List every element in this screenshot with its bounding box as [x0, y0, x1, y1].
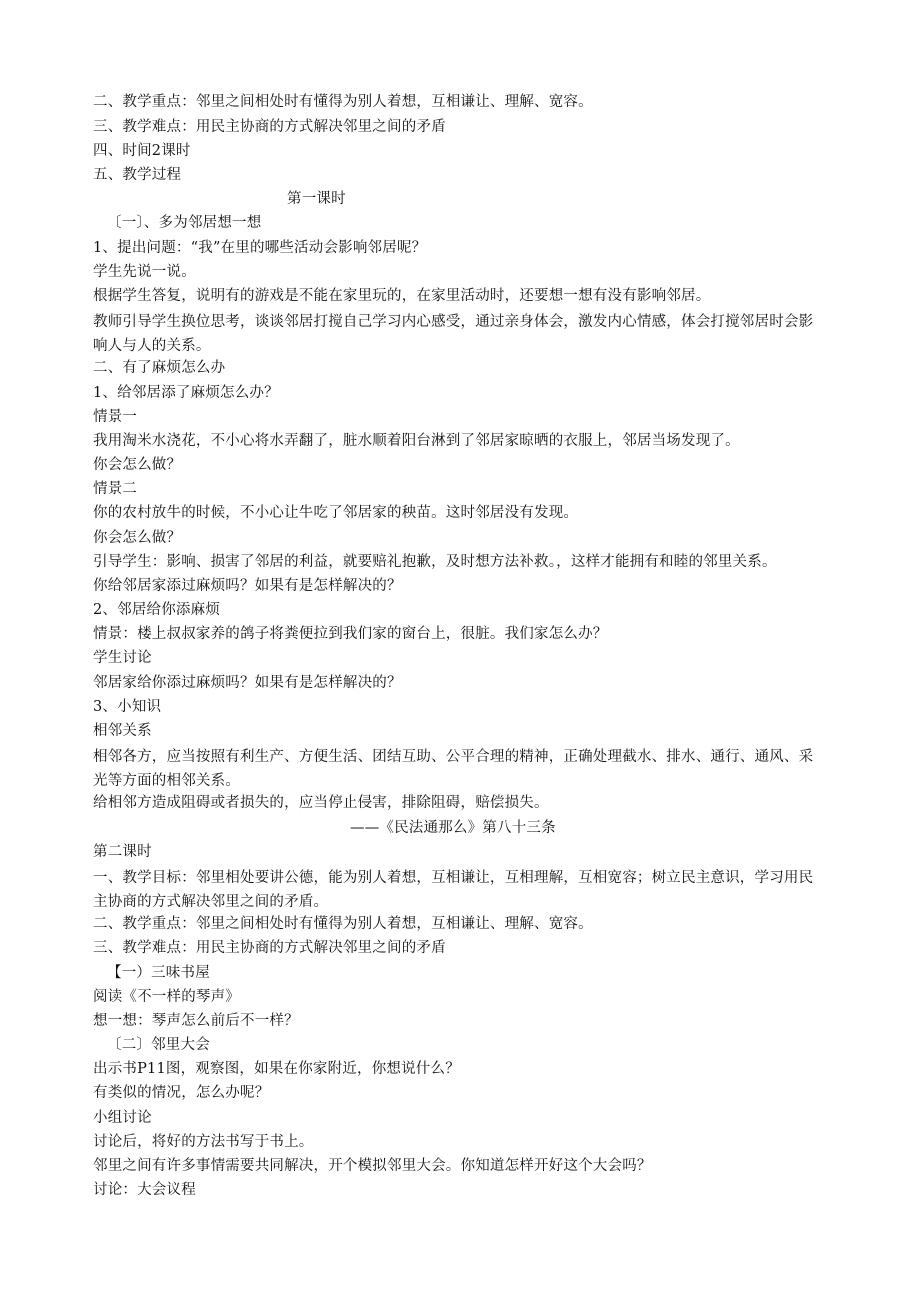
paragraph: 讨论：大会议程 [93, 1182, 196, 1198]
scenario-one-label: 情景一 [93, 409, 138, 425]
paragraph: 教师引导学生换位思考，谈谈邻居打搅自己学习内心感受，通过亲身体会，激发内心情感，体会打搅邻居时会影响人与人的关系。 [93, 314, 814, 354]
paragraph: 相邻关系 [93, 723, 152, 739]
paragraph: 三、教学难点：用民主协商的方式解决邻里之间的矛盾 [93, 940, 446, 956]
paragraph: 2、邻居给你添麻烦 [93, 602, 221, 618]
paragraph: 1、提出问题：“我”在里的哪些活动会影响邻居呢？ [93, 240, 427, 256]
paragraph: 讨论后，将好的方法书写于书上。 [93, 1134, 314, 1150]
time-line: 四、时间2课时 [93, 143, 191, 159]
law-citation: ——《民法通那么》第八十三条 [350, 820, 556, 836]
paragraph: 根据学生答复，说明有的游戏是不能在家里玩的，在家里活动时，还要想一想有没有影响邻居。 [93, 288, 711, 304]
scenario-two-label: 情景二 [93, 481, 138, 497]
lesson-one-title: 第一课时 [287, 191, 346, 207]
paragraph: 你给邻居家添过麻烦吗？如果有是怎样解决的？ [93, 578, 402, 594]
section-heading: 〔二〕邻里大会 [107, 1037, 210, 1053]
paragraph: 引导学生：影响、损害了邻居的利益，就要赔礼抱歉，及时想方法补救。，这样才能拥有和睦的邻里关系。 [93, 554, 777, 570]
section-two-heading: 二、有了麻烦怎么办 [93, 360, 226, 376]
paragraph: 你会怎么做？ [93, 457, 182, 473]
paragraph: 二、教学重点：邻里之间相处时有懂得为别人着想，互相谦让、理解、宽容。 [93, 916, 593, 932]
paragraph: 我用淘米水浇花，不小心将水弄翻了，脏水顺着阳台淋到了邻居家晾晒的衣服上，邻居当场发现了。 [93, 433, 740, 449]
paragraph: 3、小知识 [93, 699, 162, 715]
section-heading: 【一）三味书屋 [107, 965, 210, 981]
paragraph: 学生讨论 [93, 650, 152, 666]
lesson-two-title: 第二课时 [93, 844, 152, 860]
paragraph: 想一想：琴声怎么前后不一样？ [93, 1013, 299, 1029]
paragraph: 你的农村放牛的时候，不小心让牛吃了邻居家的秧苗。这时邻居没有发现。 [93, 505, 579, 521]
paragraph: 相邻各方，应当按照有利生产、方便生活、团结互助、公平合理的精神，正确处理截水、排水、通行、通风、采光等方面的相邻关系。 [93, 749, 814, 789]
paragraph: 情景：楼上叔叔家养的鸽子将粪便拉到我们家的窗台上，很脏。我们家怎么办？ [93, 626, 608, 642]
paragraph: 邻里之间有许多事情需要共同解决，开个模拟邻里大会。你知道怎样开好这个大会吗？ [93, 1158, 652, 1174]
paragraph: 一、教学目标：邻里相处要讲公德，能为别人着想，互相谦让，互相理解，互相宽容；树立民主意识，学习用民主协商的方式解决邻里之间的矛盾。 [93, 870, 814, 910]
paragraph: 有类似的情况，怎么办呢？ [93, 1085, 270, 1101]
paragraph: 阅读《不一样的琴声》 [93, 989, 240, 1005]
section-one-heading: 〔一〕、多为邻居想一想 [107, 215, 262, 231]
process-heading: 五、教学过程 [93, 167, 182, 183]
key-point-line: 二、教学重点：邻里之间相处时有懂得为别人着想，互相谦让、理解、宽容。 [93, 94, 593, 110]
difficulty-line: 三、教学难点：用民主协商的方式解决邻里之间的矛盾 [93, 119, 446, 135]
paragraph: 学生先说一说。 [93, 264, 196, 280]
paragraph: 小组讨论 [93, 1110, 152, 1126]
paragraph: 1、给邻居添了麻烦怎么办？ [93, 385, 279, 401]
paragraph: 邻居家给你添过麻烦吗？如果有是怎样解决的？ [93, 675, 402, 691]
paragraph: 出示书P11图，观察图，如果在你家附近，你想说什么？ [93, 1061, 460, 1077]
paragraph: 你会怎么做？ [93, 530, 182, 546]
paragraph: 给相邻方造成阻碍或者损失的，应当停止侵害，排除阻碍，赔偿损失。 [93, 795, 549, 811]
